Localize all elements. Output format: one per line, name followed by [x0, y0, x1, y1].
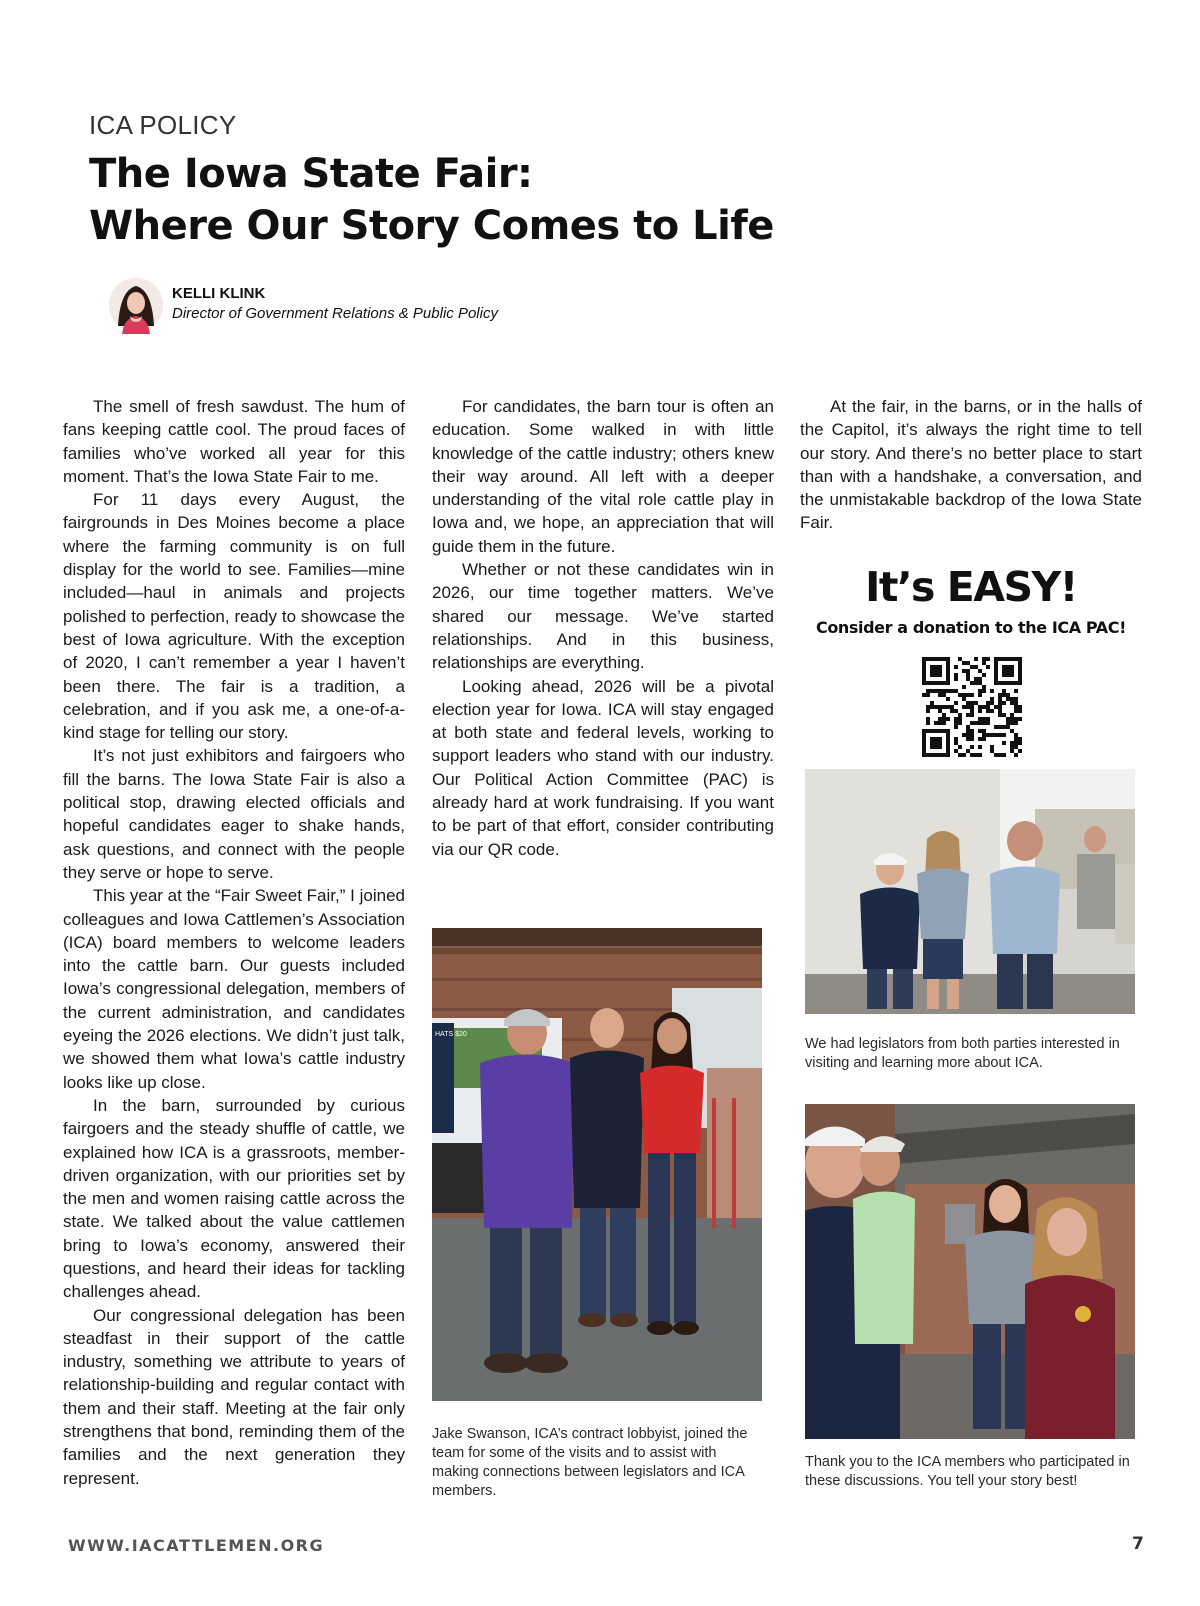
pac-subheading: Consider a donation to the ICA PAC!: [816, 618, 1126, 637]
photo-caption: Jake Swanson, ICA’s contract lobbyist, joined the team for some of the visits and to assist with making connections between legislators and ICA members.: [432, 1426, 748, 1499]
paragraph: At the fair, in the barns, or in the halls of the Capitol, it’s always the right time to tell our story. And there’s no better place to start than with a handshake, a conversation, and the unmistakable backdrop of the Iowa State Fair.: [800, 397, 1142, 533]
paragraph: In the barn, surrounded by curious fairgoers and the steady shuffle of cattle, we explained how ICA is a grassroots, member-driven organization, with our priorities set by the men and women raising cattle across the state. We talked about the value cattlemen bring to Iowa’s economy, answered their questions, and heard their ideas for tackling challenges ahead.: [63, 1095, 405, 1302]
article-column-1: [63, 395, 405, 1490]
headline-line-1: The Iowa State Fair:: [89, 151, 533, 197]
paragraph: Our congressional delegation has been steadfast in their support of the cattle industry, something we attribute to years of relationship-building and regular contact with them and their staff. Meeting at the fair only strengthens that bond, reminding them of the families and the next generation they represent.: [63, 1305, 405, 1488]
pac-heading: It’s EASY!: [865, 563, 1077, 611]
paragraph: It’s not just exhibitors and fairgoers who fill the barns. The Iowa State Fair is also a political stop, drawing elected officials and hopeful candidates eager to shake hands, ask questions, and connect with the people they serve or hope to serve.: [63, 746, 405, 882]
legislators-visit-photo: [805, 769, 1135, 1014]
paragraph: For candidates, the barn tour is often an education. Some walked in with little knowledge of the cattle industry; others knew their way around. All left with a deeper understanding of the vital role cattle play in Iowa and, we hope, an appreciation that will guide them in the future.: [432, 397, 774, 556]
photo-caption: Thank you to the ICA members who participated in these discussions. You tell your story best!: [805, 1454, 1130, 1489]
author-title: Director of Government Relations & Public Policy: [172, 305, 498, 322]
section-label: ICA POLICY: [89, 110, 237, 140]
article-column-3: [800, 395, 1142, 535]
paragraph: For 11 days every August, the fairgrounds in Des Moines become a place where the farming community is on full display for the world to see. Families—mine included—haul in animals and projects polished to perfection, ready to showcase the best of Iowa agriculture. With the exception of 2020, I can’t remember a year I haven’t been there. The fair is a tradition, a celebration, and if you ask me, a one-of-a-kind stage for telling our story.: [63, 490, 405, 743]
paragraph: Whether or not these candidates win in 2026, our time together matters. We’ve shared our message. We’ve started relationships. And in this business, relationships are everything.: [432, 560, 774, 673]
footer-website-url[interactable]: WWW.IACATTLEMEN.ORG: [68, 1536, 325, 1555]
article-column-2: [432, 395, 774, 861]
article-headline: [89, 148, 774, 252]
paragraph: This year at the “Fair Sweet Fair,” I joined colleagues and Iowa Cattlemen’s Association (ICA) board members to welcome leaders into the cattle barn. Our guests included Iowa’s congressional delegation, members of the current administration, and candidates eyeing the 2026 elections. We didn’t just talk, we showed them what Iowa’s cattle industry looks like up close.: [63, 886, 405, 1092]
photo-caption: We had legislators from both parties interested in visiting and learning more about ICA.: [805, 1036, 1120, 1071]
headline-line-2: Where Our Story Comes to Life: [89, 203, 774, 249]
barn-group-photo: [432, 928, 762, 1401]
paragraph: Looking ahead, 2026 will be a pivotal election year for Iowa. ICA will stay engaged at both state and federal levels, working to support leaders who stand with our industry. Our Political Action Committee (PAC) is already hard at work fundraising. If you want to be part of that effort, consider contributing via our QR code.: [432, 676, 774, 859]
paragraph: The smell of fresh sawdust. The hum of fans keeping cattle cool. The proud faces of families who’ve worked all year for this moment. That’s the Iowa State Fair to me.: [63, 397, 405, 486]
page-number: 7: [1132, 1534, 1144, 1554]
author-photo: [108, 276, 164, 334]
hats-sign-text: HATS $20: [435, 1031, 467, 1038]
author-name: KELLI KLINK: [172, 285, 266, 302]
pac-qr-code[interactable]: [922, 657, 1022, 757]
members-discussion-photo: [805, 1104, 1135, 1439]
